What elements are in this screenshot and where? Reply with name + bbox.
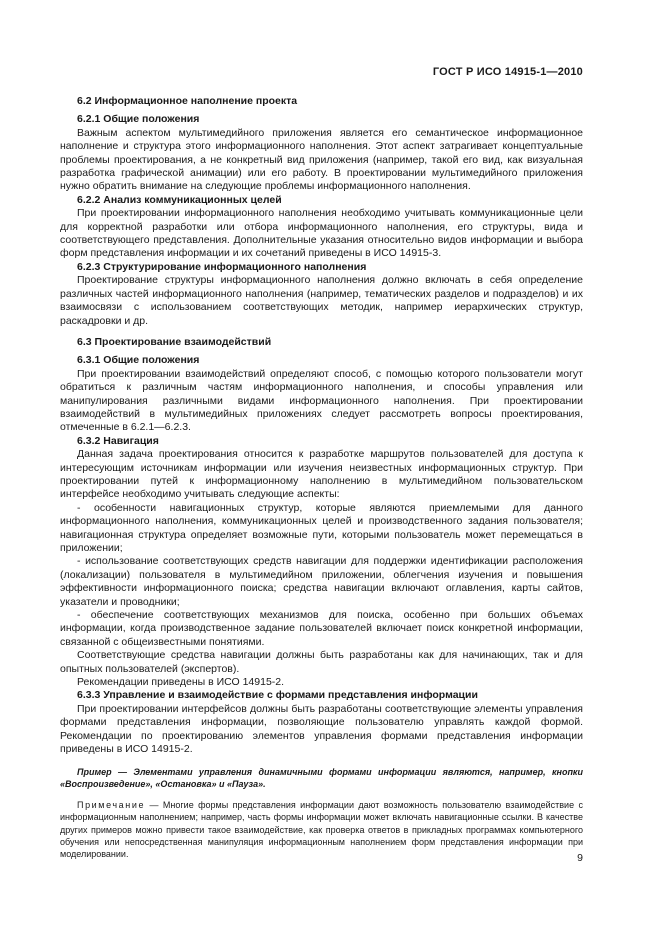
section-6-2-title: 6.2 Информационное наполнение проекта (77, 95, 298, 107)
note-label: Примечание (77, 799, 146, 810)
section-6-2-3-paragraph: Проектирование структуры информационного наполнения должно включать в себя определение различных частей информационного наполнения (например, тематических разделов и подразделов) и их взаимосвязи с использованием соответствующих методик, например иерархических структур, раскадровки и др. (60, 274, 583, 327)
list-item: - особенности навигационных структур, которые являются приемлемыми для данного информационного наполнения, коммуникационных целей и производственного задания пользователя; навигационная структура определяет возможные пути, которыми пользователь может перемещаться в приложении; (60, 501, 583, 554)
section-6-3-3-title: 6.3.3 Управление и взаимодействие с формами представления информации (77, 689, 478, 702)
page-body (60, 95, 583, 861)
list-item: - использование соответствующих средств навигации для поддержки идентификации расположения (локализации) пользователя в мультимедийном приложении, облегчения изучения и повышения эффективности информационного поиска; средства навигации включают оглавления, карты сайтов, указатели и проводники; (60, 555, 583, 608)
section-6-3-1-title: 6.3.1 Общие положения (77, 354, 200, 367)
page-number: 9 (577, 852, 583, 864)
note-text: — Многие формы представления информации дают возможность пользователю взаимодействие с информационным наполнением; например, часть формы информации может включать навигационные ссылки. В качестве других примеров можно привести такое взаимодействие, как проверка ответов в прикладных программах компьютерного обучения или непосредственная манипуляция информационным наполнением форм представления информации при моделировании. (60, 799, 583, 860)
section-6-3-2-paragraph-3: Рекомендации приведены в ИСО 14915-2. (77, 676, 285, 689)
list-item: - обеспечение соответствующих механизмов для поиска, особенно при больших объемах информации, когда производственное задание пользователей включает поиск конкретной информации, связанной с общеизвестными понятиями. (60, 609, 583, 648)
section-6-3-2-paragraph: Данная задача проектирования относится к разработке маршрутов пользователей для доступа к интересующим источникам информации или изучения неизвестных информационных структур. При проектировании путей к информационному наполнению в мультимедийном пользовательском интерфейсе необходимо учитывать следующие аспекты: (60, 448, 583, 501)
section-6-3-1-paragraph: При проектировании взаимодействий определяют способ, с помощью которого пользователи могут обратиться к различным частям информационного наполнения, и способы управления или манипулирования различными видами информационного наполнения. При проектировании взаимодействий в мультимедийных приложениях следует рассмотреть вопросы проектирования, отмеченные в 6.2.1—6.2.3. (60, 367, 583, 434)
example-text: Пример — Элементами управления динамичными формами информации являются, например, кнопки «Воспроизведение», «Остановка» и «Пауза». (60, 766, 583, 790)
section-6-2-3-title: 6.2.3 Структурирование информационного наполнения (77, 260, 367, 273)
section-6-3-2-title: 6.3.2 Навигация (77, 434, 159, 447)
section-6-2-1-paragraph: Важным аспектом мультимедийного приложения является его семантическое информационное наполнение и структура этого информационного наполнения. Этот аспект затрагивает концептуальные проблемы проектирования, а не конкретный вид приложения (например, такой его вид, как визуальная разработка графической анимации) или его работу. В проектировании мультимедийного приложения нужно обратить внимание на следующие проблемы информационного наполнения. (60, 126, 583, 193)
section-6-2-2-title: 6.2.2 Анализ коммуникационных целей (77, 193, 282, 206)
document-header: ГОСТ Р ИСО 14915-1—2010 (432, 66, 583, 78)
section-6-3-3-paragraph: При проектировании интерфейсов должны быть разработаны соответствующие элементы управления формами представления информации, позволяющие пользователю управлять каждой формой. Рекомендации по проектированию элементов управления формами представления информации приведены в ИСО 14915-2. (60, 702, 583, 756)
section-6-3-title: 6.3 Проектирование взаимодействий (77, 335, 272, 348)
note-block (60, 799, 583, 861)
section-6-3-2-paragraph-2: Соответствующие средства навигации должны быть разработаны как для начинающих, так и для опытных пользователей (экспертов). (60, 649, 583, 675)
section-6-2-2-paragraph: При проектировании информационного наполнения необходимо учитывать коммуникационные цели для корректной разработки или отбора информационного наполнения, его структуры, вида и соответствующего представления. Дополнительные указания относительно видов информации и выбора форм представления информации и их сочетаний приведены в ИСО 14915-3. (60, 207, 583, 260)
section-6-2-1-title: 6.2.1 Общие положения (77, 113, 200, 126)
